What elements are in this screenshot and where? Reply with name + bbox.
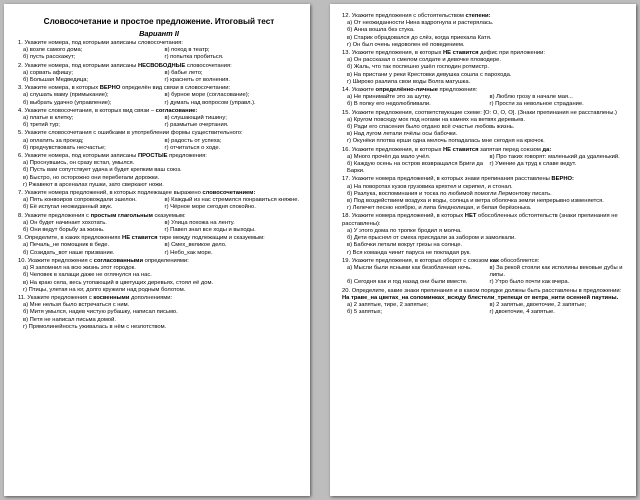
- answer-option: а) Он рассказал о смелом солдате и девочке пловодере.: [347, 57, 501, 64]
- question-number: 5.: [18, 130, 23, 137]
- answer-option: а) Он будет начинает хохотать.: [23, 219, 107, 226]
- question-number: 3.: [18, 85, 23, 92]
- question-number: 18.: [342, 213, 351, 220]
- question-list-right: [342, 13, 626, 316]
- answer-option: в) поход в театр;: [164, 47, 210, 54]
- answer-option: г) Павел знал все ходы и выходы.: [164, 227, 256, 234]
- question-emphasis: ВЕРНО: [99, 85, 121, 92]
- answer-option: в) Улица похожа на ленту.: [164, 219, 235, 226]
- question-prompt: Укажите предложения с: [24, 212, 91, 219]
- answer-option: б) Человек в халащи даже не оглянулся на нас.: [23, 272, 152, 279]
- question-emphasis: определённо-личные: [375, 87, 438, 94]
- question: [18, 153, 300, 189]
- answer-option: а) Я запомнил на всю жизнь этот городок.: [23, 265, 136, 272]
- question-emphasis: ПРОСТЫЕ: [137, 153, 168, 160]
- question-emphasis: НЕ ставится: [443, 146, 479, 153]
- answer-options: [18, 265, 300, 294]
- answer-option: б) предчувствовать несчастье;: [23, 144, 106, 151]
- question: [342, 110, 626, 146]
- question: [342, 213, 626, 256]
- question: [342, 176, 626, 212]
- answer-option: в) Старик обрадовался до слёз, когда приехала Катя.: [347, 34, 492, 41]
- question-number: 20.: [342, 287, 351, 294]
- question-list-left: [18, 40, 300, 331]
- question-number: 10.: [18, 257, 27, 264]
- answer-option: б) Созидать_вот наше призвание.: [23, 249, 115, 256]
- question-prompt: Укажите номера, под которыми записаны: [24, 62, 138, 69]
- answer-options: [18, 92, 300, 106]
- answer-options: [342, 154, 626, 176]
- question-text: [342, 13, 626, 20]
- answer-option: в) бабье лето;: [164, 69, 203, 76]
- answer-option: г) Широко разлила свои воды Волга матушка.: [347, 78, 471, 85]
- answer-options: [18, 160, 300, 189]
- question-prompt-end: определён вид связи в словосочетании:: [120, 85, 231, 92]
- question: [342, 288, 626, 317]
- answer-options: [342, 117, 626, 146]
- question-text: [18, 295, 300, 302]
- answer-options: [18, 138, 300, 152]
- answer-option: а) Кругом повсюду мох под ногами на камнях на ветвях деревьев.: [347, 116, 525, 123]
- question-prompt: Укажите номера предложений, в которых подлежащее выражено: [24, 190, 203, 197]
- question-prompt: Укажите номера, под которыми записаны: [24, 153, 138, 160]
- answer-option: в) бурное море (согласование);: [164, 92, 250, 99]
- question-prompt-end: дополнениями:: [129, 294, 173, 301]
- answer-option: в) Люблю грозу в начале мая...: [489, 94, 573, 101]
- question-prompt: Укажите номера, под которыми записаны словосочетания:: [24, 40, 183, 46]
- question-emphasis-2: да:: [542, 146, 552, 153]
- answer-option: б) Дети прыснял от смеха присядали за забором и замолкали.: [347, 235, 516, 242]
- answer-option: в) Каждый из нас стремился понравиться княжне.: [164, 197, 300, 204]
- answer-option: а) 2 запятые, тире, 2 запятые;: [347, 301, 429, 308]
- question-number: 7.: [18, 190, 23, 197]
- answer-option: в) Над лугом летали пчёлы осы бабочки.: [347, 131, 458, 138]
- question-emphasis: согласование:: [155, 107, 198, 114]
- answer-option: б) Анна вошла без стука.: [347, 27, 415, 34]
- question-prompt: Укажите номера предложений, в которых знаки препинания расставлены: [351, 176, 552, 183]
- question-prompt: Укажите: [351, 87, 376, 94]
- question-number: 4.: [18, 107, 23, 114]
- answer-option: а) Пять конвоиров сопровождали эшелон.: [23, 197, 137, 204]
- question-number: 15.: [342, 109, 351, 116]
- answer-option: б) В полку его недолюбливали.: [347, 101, 431, 108]
- answer-option: б) Ради его спасения было отдано всё счастье любовь жизнь.: [347, 124, 515, 131]
- question-prompt: Укажите номера предложений, в которых: [351, 213, 465, 220]
- answer-option: а) На поворотах кузов грузовика кряхтел и скрипел, и стонал.: [347, 183, 513, 190]
- answer-options: [18, 302, 300, 331]
- question-prompt: Укажите номера, в которых: [24, 85, 100, 92]
- answer-option: г) думать над вопросом (управл.).: [164, 99, 256, 106]
- answer-option: б) Жаль, что так поспешно ушёл господин ротмистр.: [347, 64, 489, 71]
- answer-option: г) Окунёки плотва ерши одна мелочь попадалась мне сегодня на крючок.: [347, 138, 545, 145]
- answer-option: а) Мне нельзя было встречаться с ним.: [23, 302, 130, 309]
- question: [342, 87, 626, 109]
- question-number: 6.: [18, 153, 23, 160]
- answer-option: в) 2 запятые, двоеточие, 2 запятые;: [489, 301, 587, 308]
- answer-options: [342, 228, 626, 257]
- answer-option: г) Лелечет песню ноябрю, и липа бледнолицая, и белая берёзонька.: [347, 205, 532, 212]
- answer-options: [18, 115, 300, 129]
- answer-option: г) Он был очень недоволен её поведением.: [347, 41, 465, 48]
- answer-options: [342, 20, 626, 49]
- answer-option: г) Птицы, улетая на юг, долго кружили над родным болотом.: [23, 286, 186, 293]
- question-text: [18, 63, 300, 70]
- question-number: 17.: [342, 176, 351, 183]
- answer-option: г) краснеть от волнения.: [164, 77, 231, 84]
- question-number: 19.: [342, 257, 351, 264]
- question-prompt: Укажите предложения, в которых оборот с союзом: [351, 257, 490, 264]
- question: [342, 13, 626, 49]
- answer-option: г) двоеточие, 4 запятые.: [489, 309, 555, 316]
- question: [18, 63, 300, 85]
- question: [18, 213, 300, 235]
- question-emphasis: НЕ ставится: [443, 50, 479, 57]
- question-emphasis: НЕТ: [464, 213, 477, 220]
- answer-option: г) Умение да труд к славе ведут.: [489, 161, 577, 168]
- answer-option: г) размытые очертания.: [164, 122, 229, 129]
- answer-option: в) Петя не написал письма домой.: [23, 316, 116, 323]
- answer-option: г) Прости за невольное страдание.: [489, 101, 584, 108]
- answer-option: в) За рекой стояли как исполины вековые дубы и липы.: [489, 264, 623, 279]
- answer-options: [342, 302, 626, 316]
- question: [18, 258, 300, 294]
- answer-option: а) От неожиданности Нина вздрогнула и растерялась.: [347, 20, 494, 27]
- answer-option: а) У этого дома по тропке бродил я молча.: [347, 227, 462, 234]
- answer-option: г) Чёрное море сегодня спокойно.: [164, 204, 256, 211]
- question-number: 1.: [18, 40, 23, 46]
- question-number: 13.: [342, 50, 351, 57]
- answer-option: б) Они ведут борьбу за жизнь.: [23, 227, 105, 234]
- answer-options: [342, 184, 626, 213]
- answer-option: в) радость от успеха;: [164, 137, 222, 144]
- question-emphasis: НЕ ставится: [122, 235, 158, 242]
- answer-option: а) возле самого дома;: [23, 47, 83, 54]
- answer-options: [342, 94, 626, 108]
- answer-options: [18, 47, 300, 61]
- question-text: [342, 147, 626, 154]
- question-prompt-end: обособленных обстоятельств (знаки препинания не расставлены):: [342, 213, 618, 227]
- question: [18, 40, 300, 62]
- answer-option: а) слушать маму (примыкание);: [23, 92, 109, 99]
- answer-option: г) Прямолинейность уживалась в нём с незлотством.: [23, 323, 167, 330]
- question-text: [18, 235, 300, 242]
- question-text: [342, 176, 626, 183]
- answer-option: в) Бабочки летали вокруг грезы на солнце.: [347, 242, 463, 249]
- question-text: [342, 110, 626, 117]
- question-prompt: Укажите предложения, в которых: [351, 50, 443, 57]
- question: [18, 130, 300, 152]
- answer-option: б) Пусть вам сопутствует удача и будет крепким ваш союз.: [23, 167, 182, 174]
- answer-option: г) Небо_как море.: [164, 249, 213, 256]
- answer-option: г) Вся команда чинит паруса не покладая рук.: [347, 249, 471, 256]
- answer-option: а) платье в клетку;: [23, 115, 74, 122]
- answer-option: в) На краю села, весь утопающий в цветущих деревьях, стоял её дом.: [23, 279, 214, 286]
- answer-option: б) Её испугал неожиданный звук.: [23, 204, 113, 211]
- answer-option: а) оплатить за проезд;: [23, 137, 84, 144]
- question-emphasis: степени:: [465, 13, 491, 19]
- answer-options: [342, 57, 626, 86]
- question-emphasis: На траве_на цветах_на соломинках_всюду блестели_трепещи от ветра_нити осенней паутины.: [342, 294, 619, 301]
- question-prompt-end: определениями:: [143, 257, 189, 264]
- answer-option: а) Проснувшись, он сразу встал, умылся.: [23, 160, 135, 167]
- answer-option: а) Печаль_не помощник в беде.: [23, 242, 110, 249]
- answer-option: б) выбрать удачно (управление);: [23, 99, 112, 106]
- answer-option: б) пусть расскажут;: [23, 54, 76, 61]
- answer-option: б) Сегодня как и год назад они были вместе.: [347, 279, 468, 286]
- answer-options: [18, 242, 300, 256]
- question-prompt: Определите, в каких предложениях: [24, 235, 123, 242]
- answer-option: г) Ржавеют в арсеналах пушки, зато сверкают ножи.: [23, 181, 164, 188]
- question-prompt: Укажите словосочетания с ошибками в употреблении формы существительного:: [24, 130, 243, 137]
- question-emphasis: ВЕРНО:: [551, 176, 574, 183]
- question-text: [342, 50, 626, 57]
- question: [18, 85, 300, 107]
- answer-option: в) На пристани у реки Крестовки девушка сошла с парохода.: [347, 71, 512, 78]
- answer-option: г) Утро было почти как вчера.: [489, 279, 570, 286]
- question-prompt: Укажите предложения с обстоятельством: [351, 13, 466, 19]
- answer-option: б) 5 запятых;: [347, 309, 383, 316]
- answer-option: в) Под воздействием воздуха и воды, солнца и ветра оболочка земли непрерывно изменяется.: [347, 198, 604, 205]
- question-number: 2.: [18, 62, 23, 69]
- question-prompt: Укажите словосочетания, в которых вид связи –: [24, 107, 156, 114]
- question: [18, 235, 300, 257]
- answer-option: б) третий тур;: [23, 122, 60, 129]
- question-text: [18, 85, 300, 92]
- answer-option: в) Быстро, но осторожно они перебегали дорожки.: [23, 174, 160, 181]
- answer-option: а) Мысли были ясными как безоблачная ночь.: [347, 264, 472, 271]
- answer-option: в) Про таких говорят: маленький да удаленький.: [489, 153, 620, 160]
- answer-options: [342, 265, 626, 287]
- page-left: [4, 4, 310, 496]
- question-text: [18, 258, 300, 265]
- answer-option: б) Каждую осень на остров возвращался Бриги да Барки.: [347, 161, 483, 175]
- question-number: 14.: [342, 87, 351, 94]
- question-prompt-end: обособляется:: [498, 257, 540, 264]
- question-text: [18, 213, 300, 220]
- answer-options: [18, 197, 300, 211]
- question-text: [342, 213, 626, 227]
- question-prompt: Укажите предложения с: [27, 257, 94, 264]
- question-emphasis: словосочетанием:: [202, 190, 256, 197]
- answer-option: а) Много прочёл да мало учёл.: [347, 153, 431, 160]
- question-number: 11.: [18, 294, 26, 301]
- question-prompt: Укажите предложения, соответствующие схеме: [О: О, О, О]. (Знаки препинания не расставлены.): [351, 109, 617, 116]
- page-right: [330, 4, 636, 496]
- question: [18, 295, 300, 331]
- answer-option: в) слушающий тишину;: [164, 115, 227, 122]
- question-prompt-end: запятая перед союзом: [478, 146, 543, 153]
- question-text: [342, 288, 626, 302]
- question-number: 12.: [342, 13, 351, 19]
- variant-heading: Вариант II: [139, 29, 179, 38]
- question: [18, 108, 300, 130]
- question-prompt-end: предложения:: [437, 87, 478, 94]
- answer-option: в) Смех_великое дело.: [164, 242, 227, 249]
- question-prompt: Укажите предложения с: [27, 294, 94, 301]
- answer-option: г) отчитаться о ходе.: [164, 144, 221, 151]
- question-number: 9.: [18, 235, 23, 242]
- question-prompt-end: сказуемым:: [152, 212, 186, 219]
- question-emphasis: НЕСВОБОДНЫЕ: [137, 62, 186, 69]
- question: [342, 50, 626, 86]
- answer-option: г) попытка пробиться.: [164, 54, 224, 61]
- question: [18, 190, 300, 212]
- question-prompt: Определите, какие знаки препинания и в каком порядке должны быть расставлены в предложении:: [351, 287, 622, 294]
- question-text: [18, 40, 300, 47]
- question-text: [18, 153, 300, 160]
- question-emphasis: косвенными: [93, 294, 130, 301]
- answer-options: [18, 70, 300, 84]
- question-prompt-end: предложения:: [167, 153, 207, 160]
- question-text: [18, 108, 300, 115]
- question-text: [18, 130, 300, 137]
- answer-option: б) Большая Медведица;: [23, 77, 89, 84]
- question-number: 16.: [342, 146, 351, 153]
- question-emphasis: простым глагольным: [90, 212, 153, 219]
- question-emphasis: как: [489, 257, 499, 264]
- answer-options: [18, 220, 300, 234]
- question-number: 8.: [18, 212, 23, 219]
- answer-option: а) сорвать афишу;: [23, 69, 73, 76]
- question: [342, 147, 626, 176]
- answer-option: а) Не принимайте это за шутку.: [347, 94, 432, 101]
- question-prompt: Укажите предложения, в которых: [351, 146, 443, 153]
- answer-option: б) Разлука, воспоминания и тоска по любимой помогли Лермонтову писать.: [347, 190, 552, 197]
- document-title: Словосочетание и простое предложение. Итоговый тест: [43, 17, 275, 26]
- question-text: [342, 258, 626, 265]
- answer-option: б) Митя умылся, надев чистую рубашку, написал письмо.: [23, 309, 178, 316]
- question: [342, 258, 626, 287]
- question-prompt-end: дефис при приложении:: [478, 50, 545, 57]
- question-prompt-end: словосочетания:: [185, 62, 232, 69]
- question-emphasis: согласованными: [93, 257, 144, 264]
- question-prompt-end: тире между подлежащим и сказуемым:: [157, 235, 265, 242]
